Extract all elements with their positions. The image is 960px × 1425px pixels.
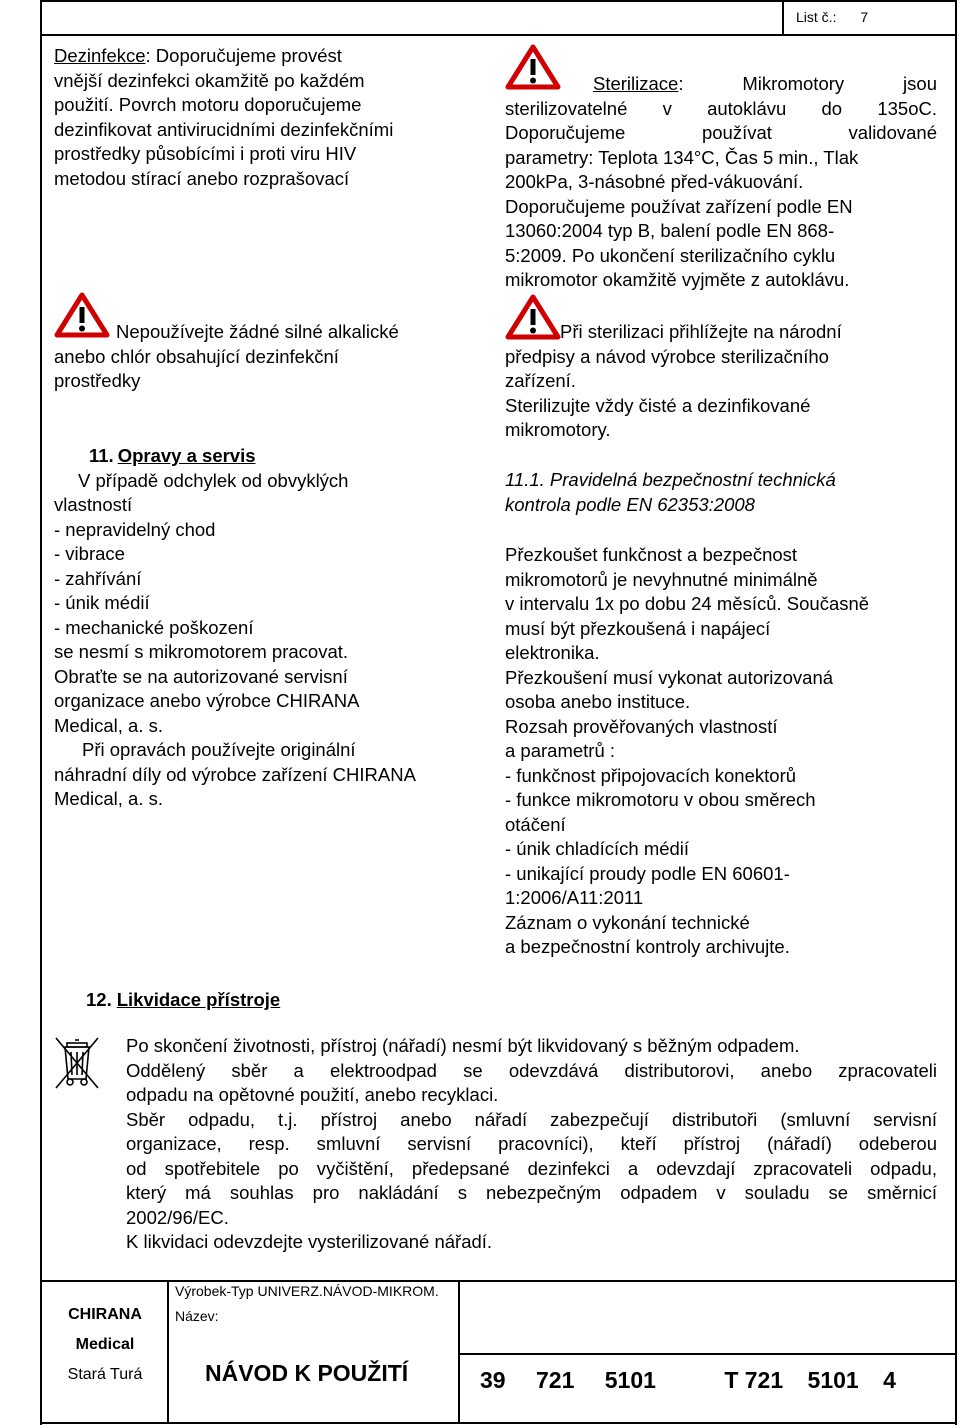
safety-line: musí být přezkoušená i napájecí	[505, 617, 771, 639]
disposal-line: Sběr odpadu, t.j. přístroj anebo nářadí zabezpečují distributoři (smluvní servisní	[126, 1108, 937, 1130]
sterilization-section	[505, 72, 937, 293]
frame-right	[955, 0, 957, 1425]
disinfection-line: : Doporučujeme provést	[145, 45, 342, 66]
disinfection-line: dezinfikovat antivirucidními dezinfekčními	[54, 118, 394, 140]
disposal-line: 2002/96/EC.	[126, 1206, 229, 1228]
safety-line: Přezkoušet funkčnost a bezpečnost	[505, 544, 798, 565]
code-part: 721	[535, 1367, 575, 1393]
disposal-line: K likvidaci odevzdejte vysterilizované nářadí.	[126, 1231, 493, 1252]
service-line: - zahřívání	[54, 567, 142, 589]
code-part: 4	[883, 1367, 896, 1393]
warning-line: anebo chlór obsahující dezinfekční	[54, 345, 339, 367]
footer-divider-1	[167, 1280, 169, 1423]
company-block	[50, 1300, 160, 1390]
footer-divider-2	[458, 1280, 460, 1423]
disinfection-line: vnější dezinfekci okamžitě po každém	[54, 69, 365, 91]
sterilization-line: mikromotor okamžitě vyjměte z autoklávu.	[505, 269, 850, 290]
service-line: se nesmí s mikromotorem pracovat.	[54, 641, 349, 662]
sterilization-warning-line: Při sterilizaci přihlížejte na národní	[560, 321, 842, 342]
header-top-line	[40, 0, 956, 2]
service-line: - únik médií	[54, 592, 150, 613]
safety-line: - únik chladících médií	[505, 838, 690, 859]
disposal-line: který má souhlas pro nakládání s nebezpečným odpadem v souladu se směrnicí	[126, 1182, 937, 1203]
code-part: 39	[480, 1367, 506, 1393]
sterilization-line: 13060:2004 typ B, balení podle EN 868-	[505, 220, 835, 241]
service-line: - mechanické poškození	[54, 616, 254, 638]
safety-line: v intervalu 1x po dobu 24 měsíců. Současně	[505, 593, 870, 614]
sterilization-warning-line: zařízení.	[505, 370, 576, 391]
sterilization-warning-line: mikromotory.	[505, 419, 611, 440]
disposal-line: Po skončení životnosti, přístroj (nářadí) nesmí být likvidovaný s běžným odpadem.	[126, 1035, 800, 1056]
service-line: V případě odchylek od obvyklých	[78, 469, 349, 491]
safety-line: Záznam o vykonání technické	[505, 911, 750, 933]
company-city: Stará Turá	[67, 1366, 143, 1383]
sterilization-line: : Mikromotory jsou	[678, 73, 937, 94]
frame-left	[40, 0, 42, 1425]
safety-check-heading	[505, 468, 937, 517]
sterilization-line: 200kPa, 3-násobné před-vákuování.	[505, 171, 804, 192]
list-label: List č.:	[796, 9, 837, 25]
page-number-box	[796, 9, 868, 25]
disposal-line: odpadu na opětovné použití, anebo recyklaci.	[126, 1084, 499, 1105]
service-line: - nepravidelný chod	[54, 518, 216, 540]
disposal-number: 12.	[86, 989, 112, 1010]
service-line: Medical, a. s.	[54, 788, 163, 809]
disinfection-line: použití. Povrch motoru doporučujeme	[54, 94, 362, 115]
product-type: Výrobek-Typ UNIVERZ.NÁVOD-MIKROM.	[175, 1283, 439, 1299]
safety-line: a parametrů :	[505, 740, 616, 761]
disposal-heading	[86, 988, 280, 1013]
code-part: 5101	[807, 1367, 859, 1393]
crossed-out-wheelie-bin-icon	[53, 1035, 101, 1091]
list-number: 7	[860, 9, 869, 25]
disinfection-line: metodou stírací anebo rozprašovací	[54, 167, 350, 189]
header-divider	[782, 0, 784, 34]
disposal-line: organizace, resp. smluvní servisní pracovníci), kteří přístroj (nářadí) odeberou	[126, 1133, 937, 1154]
service-heading	[54, 444, 484, 469]
code-part: T 721	[724, 1367, 784, 1393]
disposal-text	[126, 1034, 937, 1255]
sterilization-term: Sterilizace	[593, 73, 679, 94]
safety-line: - funkce mikromotoru v obou směrech	[505, 789, 816, 810]
service-title: Opravy a servis	[117, 445, 256, 466]
disposal-line: Oddělený sběr a elektroodpad se odevzdává distributorovi, anebo zpracovateli	[126, 1059, 937, 1081]
sterilization-line: parametry: Teplota 134°C, Čas 5 min., Tlak	[505, 146, 859, 168]
safety-line: - funkčnost připojovacích konektorů	[505, 764, 797, 786]
company-name: CHIRANA	[68, 1306, 142, 1323]
service-number: 11.	[89, 445, 114, 466]
sterilization-line: Doporučujeme používat validované	[505, 122, 937, 143]
company-division: Medical	[75, 1336, 135, 1353]
disinfection-section	[54, 44, 434, 191]
disposal-title: Likvidace přístroje	[116, 989, 281, 1010]
safety-line: - unikající proudy podle EN 60601-	[505, 862, 790, 884]
document-title: NÁVOD K POUŽITÍ	[205, 1360, 409, 1386]
warning-line: prostředky	[54, 370, 141, 391]
header-bottom-line	[40, 34, 956, 36]
name-label: Název:	[175, 1308, 219, 1324]
warning-line: Nepoužívejte žádné silné alkalické	[116, 321, 399, 342]
safety-line: 1:2006/A11:2011	[505, 887, 644, 908]
footer-divider-3	[458, 1353, 956, 1355]
service-line: Při opravách používejte originální	[82, 739, 356, 760]
service-section	[54, 444, 484, 812]
service-line: Obraťte se na autorizované servisní	[54, 665, 348, 687]
sterilization-line: 5:2009. Po ukončení sterilizačního cyklu	[505, 244, 836, 266]
safety-line: mikromotorů je nevyhnutné minimálně	[505, 568, 818, 590]
service-line: Medical, a. s.	[54, 714, 163, 736]
footer-top-line	[40, 1280, 956, 1282]
safety-check-line: kontrola podle EN 62353:2008	[505, 493, 755, 515]
service-line: vlastností	[54, 494, 133, 515]
document-code	[480, 1367, 896, 1394]
footer-bottom-line	[40, 1422, 956, 1424]
disinfection-term: Dezinfekce	[54, 45, 146, 66]
safety-check-line: 11.1. Pravidelná bezpečnostní technická	[505, 469, 836, 490]
warning-alkaline-text	[54, 320, 454, 394]
safety-line: otáčení	[505, 813, 566, 835]
safety-line: elektronika.	[505, 642, 600, 663]
safety-line: a bezpečnostní kontroly archivujte.	[505, 936, 790, 957]
code-part: 5101	[604, 1367, 656, 1393]
service-line: - vibrace	[54, 543, 125, 564]
sterilization-warning-line: předpisy a návod výrobce sterilizačního	[505, 345, 829, 367]
disposal-line: od spotřebitele po vyčištění, předepsané dezinfekci a odevzdají zpracovateli odpadu,	[126, 1157, 937, 1179]
service-line: organizace anebo výrobce CHIRANA	[54, 690, 360, 711]
sterilization-line: Doporučujeme používat zařízení podle EN	[505, 195, 853, 217]
sterilization-line: sterilizovatelné v autoklávu do 135oC.	[505, 97, 937, 119]
disinfection-line: prostředky působícími i proti viru HIV	[54, 143, 357, 164]
safety-line: Rozsah prověřovaných vlastností	[505, 715, 778, 737]
service-line: náhradní díly od výrobce zařízení CHIRANA	[54, 763, 416, 785]
safety-line: Přezkoušení musí vykonat autorizovaná	[505, 666, 834, 688]
safety-line: osoba anebo instituce.	[505, 691, 691, 712]
sterilization-warning-line: Sterilizujte vždy čisté a dezinfikované	[505, 394, 811, 416]
safety-text-section	[505, 543, 937, 960]
sterilization-warning-section	[505, 320, 937, 443]
